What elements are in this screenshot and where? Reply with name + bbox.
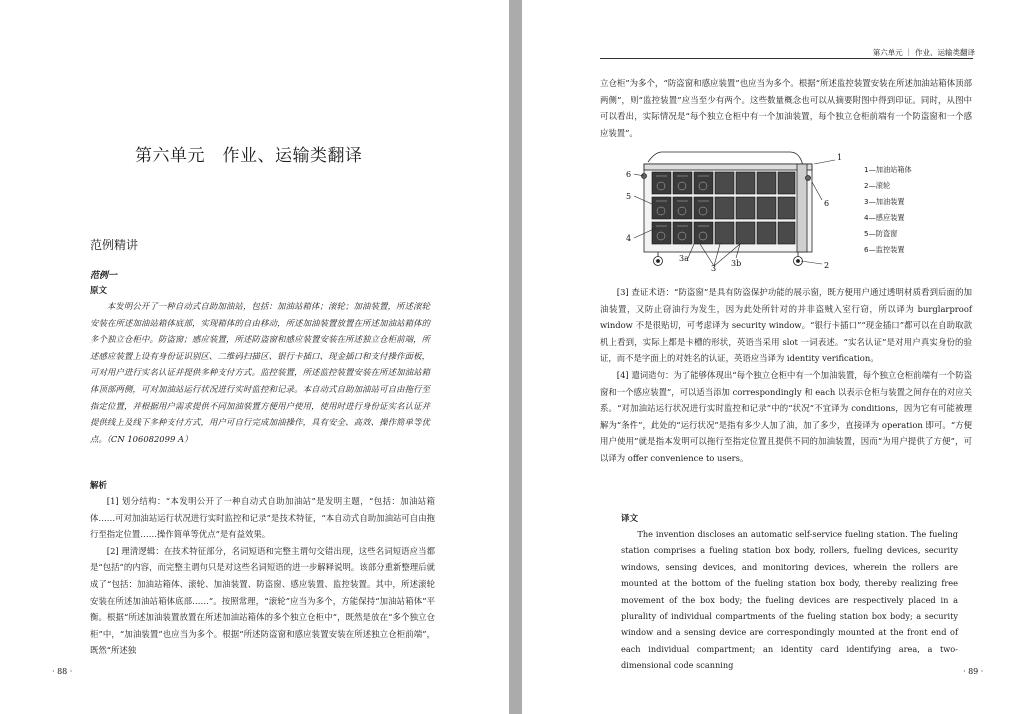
legend-item: 5—防盗窗	[864, 229, 898, 238]
unit-title: 第六单元 作业、运输类翻译	[135, 146, 363, 166]
page-number-right: · 89 ·	[963, 667, 984, 676]
legend-item: 3—加油装置	[864, 197, 905, 206]
legend-item: 6—监控装置	[864, 245, 905, 254]
callout-4: 4	[626, 234, 632, 243]
callout-3a: 3a	[679, 254, 689, 263]
original-label: 原文	[90, 286, 108, 296]
example-title: 范例一	[90, 271, 118, 281]
compartments	[652, 172, 795, 244]
callout-1: 1	[837, 153, 843, 162]
translation-label: 译文	[621, 514, 639, 524]
translation-paragraph: The invention discloses an automatic self-service fueling station. The fueling station comprises a fueling station box body, rollers, fueling devices, security windows, sensing devices, and monitoring devices, wherein the rollers are mounted at the bottom of the fueling station box body, thereby realizing free movement of the box body; the fueling devices are respectively placed in a plurality of individual compartments of the fueling station box body; a security window and a sensing device are correspondingly mounted at the front end of each individual compartment; an identity card identifying area, a two-dimensional code scanning	[621, 529, 958, 671]
section-title: 范例精讲	[90, 238, 139, 252]
callout-6-right: 6	[824, 199, 830, 208]
legend-item: 1—加油站箱体	[864, 165, 912, 174]
analysis-continued	[600, 284, 972, 467]
callout-3: 3	[711, 264, 717, 273]
continued-text: 立仓柜”为多个，“防盗窗和感应装置”也应当为多个。根据“所述监控装置安装在所述加油站箱体顶部两侧”，则“监控装置”应当至少有两个。这些数量概念也可以从摘要附图中得到印证。同时，从图中可以看出，实际情况是“每个独立仓柜中有一个加油装置，每个独立仓柜前端有一个防盗窗和一个感应装置”。	[600, 78, 972, 138]
analysis-paragraph-2: [2] 理清逻辑：在技术特征部分，名词短语和完整主谓句交错出现，这些名词短语应当都是“包括”的内容，而完整主谓句只是对这些名词短语的进一步解释说明。该部分重新整理后就成了“包括：加油站箱体、滚轮、加油装置、防盗窗、感应装置、监控装置。其中，所述滚轮安装在所述加油站箱体底部……”。按照常理，“滚轮”应当为多个，方能保持“加油站箱体”平衡。根据“所述加油装置放置在所述加油站箱体的多个独立仓柜中”，既然是放在“多个独立仓柜”中，“加油装置”也应当为多个。根据“所述防盗窗和感应装置安装在所述独立仓柜前端”，既然“所述独	[90, 545, 435, 656]
analysis-paragraph-1: [1] 划分结构：“本发明公开了一种自动式自助加油站”是发明主题，“包括：加油站箱体……可对加油站运行状况进行实时监控和记录”是技术特征，“本自动式自助加油站可自由拖行至指定位置……操作简单等优点”是有益效果。	[90, 496, 435, 540]
analysis-text	[90, 493, 435, 659]
callout-6-left: 6	[626, 170, 632, 179]
original-text	[90, 298, 430, 447]
running-header: 第六单元 ｜ 作业、运输类翻译	[872, 48, 975, 57]
left-page	[0, 0, 509, 714]
analysis-paragraph-3: [3] 查证术语：“防盗窗”是具有防盗保护功能的展示窗，既方便用户通过透明材质看到后面的加油装置，又防止窃油行为发生，因为此处所针对的并非盗贼入室行窃，所以译为 burglarproof window 不是很贴切，可考虑译为 security window。“银行卡插口”“现金插口”都可以在自助取款机上看到，实际上都是卡槽的形状，英语当采用 slot 一词表述。“实名认证”是对用户真实身份的验证，而不是字面上的对姓名的认证，英语应当译为 identity verification。	[600, 287, 972, 364]
callout-3b: 3b	[731, 259, 742, 268]
station-drawing	[642, 152, 813, 266]
monitor-right	[806, 176, 811, 181]
legend-item: 2—滚轮	[864, 181, 891, 190]
analysis-label: 解析	[90, 481, 108, 491]
fueling-station-figure	[600, 148, 845, 273]
header-rule	[600, 58, 973, 59]
callout-5: 5	[626, 192, 632, 201]
callout-2: 2	[824, 261, 830, 270]
analysis-paragraph-4: [4] 遣词造句：为了能够体现出“每个独立仓柜中有一个加油装置，每个独立仓柜前端有一个防盗窗和一个感应装置”，可以适当添加 correspondingly 和 each 以表示仓柜与装置之间存在的对应关系。“对加油站运行状况进行实时监控和记录”中的“状况”不宜译为 conditions，因为它有可能被理解为“条件”，此处的“运行状况”是指有多少人加了油，加了多少，直接译为 operation 即可。“方便用户使用”就是指本发明可以拖行至指定位置且提供不同的加油装置，因而“为用户提供了方便”，可以译为 offer convenience to users。	[600, 369, 972, 463]
original-paragraph: 本发明公开了一种自动式自助加油站，包括：加油站箱体；滚轮；加油装置，所述滚轮安装在所述加油站箱体底部，实现箱体的自由移动，所述加油装置放置在所述加油站箱体的多个独立仓柜中。防盗窗；感应装置，所述防盗窗和感应装置安装在所述独立仓柜前端，所述感应装置上设有身份证识别区、二维码扫描区、银行卡插口、现金插口和支付操作面板，可对用户进行实名认证并提供多种支付方式。监控装置，所述监控装置安装在所述加油站箱体顶部两侧，可对加油站运行状况进行实时监控和记录。本自动式自助加油站可自由拖行至指定位置，并根据用户需求提供不同加油装置方便用户使用，使用时进行身份证实名认证并提供线上及线下多种支付方式，用户可自行完成加油操作，具有安全、高效、操作简单等优点。（CN 106082099 A）	[90, 301, 430, 444]
figure-legend	[864, 162, 912, 258]
translation-text	[621, 526, 958, 674]
page-number-left: · 88 ·	[52, 667, 73, 676]
continued-paragraph	[600, 75, 972, 141]
legend-item: 4—感应装置	[864, 213, 905, 222]
